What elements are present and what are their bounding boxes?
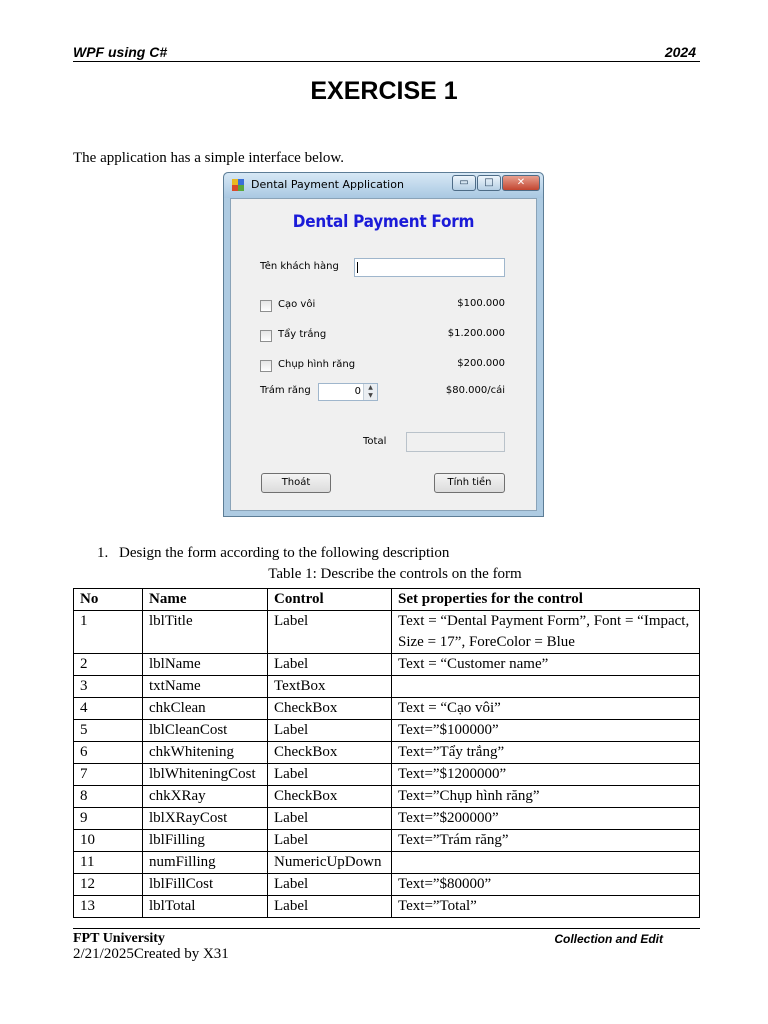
cell-name: txtName [143, 676, 268, 698]
form-title: Dental Payment Form [292, 212, 475, 232]
cell-no: 8 [74, 786, 143, 808]
cell-control: Label [268, 874, 392, 896]
col-header-name: Name [143, 589, 268, 611]
form-client-area [230, 198, 537, 511]
cell-no: 7 [74, 764, 143, 786]
cell-control: Label [268, 720, 392, 742]
table-header-row [74, 589, 700, 611]
table-body [74, 611, 700, 918]
whitening-checkbox[interactable] [260, 330, 272, 342]
close-icon[interactable]: ✕ [502, 175, 540, 191]
cell-no: 12 [74, 874, 143, 896]
cell-name: chkClean [143, 698, 268, 720]
cell-control: Label [268, 764, 392, 786]
cell-no: 1 [74, 611, 143, 654]
clean-checkbox[interactable] [260, 300, 272, 312]
cell-control: CheckBox [268, 698, 392, 720]
xray-checkbox[interactable] [260, 360, 272, 372]
table-row [74, 611, 700, 654]
app-window-screenshot [223, 172, 544, 517]
cell-no: 4 [74, 698, 143, 720]
cell-name: numFilling [143, 852, 268, 874]
cell-control: NumericUpDown [268, 852, 392, 874]
cell-properties: Text = “Customer name” [392, 654, 700, 676]
col-header-control: Control [268, 589, 392, 611]
filling-value: 0 [354, 386, 361, 397]
xray-cost-label: $200.000 [457, 358, 505, 369]
table-row [74, 676, 700, 698]
footer-note: Collection and Edit [554, 932, 663, 946]
cell-properties: Text=”$80000” [392, 874, 700, 896]
window-title: Dental Payment Application [251, 178, 404, 191]
table-row [74, 808, 700, 830]
cell-no: 6 [74, 742, 143, 764]
total-output [406, 432, 505, 452]
table-row [74, 720, 700, 742]
calculate-button[interactable]: Tính tiền [434, 473, 505, 493]
minimize-icon[interactable]: ▭ [452, 175, 476, 191]
spin-up-icon[interactable]: ▲ [368, 384, 373, 391]
cell-no: 9 [74, 808, 143, 830]
cell-control: Label [268, 830, 392, 852]
cell-name: lblWhiteningCost [143, 764, 268, 786]
col-header-properties: Set properties for the control [392, 589, 700, 611]
cell-control: Label [268, 611, 392, 654]
header-course: WPF using C# [73, 44, 168, 60]
cell-no: 10 [74, 830, 143, 852]
cell-properties: Text=”$100000” [392, 720, 700, 742]
table-row [74, 698, 700, 720]
cell-properties: Text=”$200000” [392, 808, 700, 830]
controls-table [73, 588, 700, 918]
cell-control: CheckBox [268, 742, 392, 764]
intro-text: The application has a simple interface below. [73, 150, 345, 166]
table-row [74, 654, 700, 676]
table-row [74, 852, 700, 874]
footer-university: FPT University [73, 931, 165, 946]
cell-control: Label [268, 808, 392, 830]
task-text: Design the form according to the following description [119, 545, 450, 561]
cell-name: chkXRay [143, 786, 268, 808]
page-header [73, 44, 700, 62]
filling-label: Trám răng [260, 385, 311, 396]
footer-date-author: 2/21/2025Created by X31 [73, 946, 229, 962]
customer-name-label: Tên khách hàng [260, 261, 339, 272]
customer-name-input[interactable] [354, 258, 505, 277]
filling-numeric-updown[interactable] [318, 383, 378, 401]
whitening-label: Tẩy trắng [278, 329, 327, 340]
xray-label: Chụp hình răng [278, 359, 356, 370]
table-row [74, 786, 700, 808]
clean-label: Cạo vôi [278, 299, 316, 310]
table-caption: Table 1: Describe the controls on the form [268, 566, 522, 582]
cell-no: 2 [74, 654, 143, 676]
cell-name: lblTotal [143, 896, 268, 918]
cell-no: 3 [74, 676, 143, 698]
clean-cost-label: $100.000 [457, 298, 505, 309]
cell-no: 11 [74, 852, 143, 874]
page-title: EXERCISE 1 [310, 77, 458, 105]
cell-no: 5 [74, 720, 143, 742]
table-row [74, 874, 700, 896]
table-row [74, 896, 700, 918]
cell-name: lblCleanCost [143, 720, 268, 742]
cell-name: lblFilling [143, 830, 268, 852]
cell-control: TextBox [268, 676, 392, 698]
cell-name: lblXRayCost [143, 808, 268, 830]
table-row [74, 830, 700, 852]
page-footer [73, 928, 700, 946]
cell-properties: Text=”Chụp hình răng” [392, 786, 700, 808]
cell-name: lblTitle [143, 611, 268, 654]
spinner-buttons[interactable] [363, 384, 377, 400]
cell-name: chkWhitening [143, 742, 268, 764]
total-label: Total [363, 436, 387, 447]
cell-control: CheckBox [268, 786, 392, 808]
task-item [97, 545, 449, 562]
filling-cost-label: $80.000/cái [445, 385, 505, 396]
cell-properties [392, 676, 700, 698]
cell-name: lblFillCost [143, 874, 268, 896]
cell-control: Label [268, 654, 392, 676]
table-row [74, 742, 700, 764]
spin-down-icon[interactable]: ▼ [368, 392, 373, 399]
cell-no: 13 [74, 896, 143, 918]
whitening-cost-label: $1.200.000 [447, 328, 505, 339]
window-title-bar [224, 173, 543, 198]
cell-properties: Text = “Dental Payment Form”, Font = “Impact, Size = 17”, ForeColor = Blue [392, 611, 700, 654]
cell-control: Label [268, 896, 392, 918]
cell-properties: Text = “Cạo vôi” [392, 698, 700, 720]
app-icon [232, 179, 244, 191]
cell-properties [392, 852, 700, 874]
cell-properties: Text=”$1200000” [392, 764, 700, 786]
text-caret [357, 262, 358, 273]
table-row [74, 764, 700, 786]
header-year: 2024 [664, 44, 696, 60]
maximize-icon[interactable]: □ [477, 175, 501, 191]
col-header-no: No [74, 589, 143, 611]
task-number: 1. [97, 545, 109, 561]
cell-properties: Text=”Tẩy trắng” [392, 742, 700, 764]
cell-name: lblName [143, 654, 268, 676]
cell-properties: Text=”Total” [392, 896, 700, 918]
cell-properties: Text=”Trám răng” [392, 830, 700, 852]
exit-button[interactable]: Thoát [261, 473, 331, 493]
